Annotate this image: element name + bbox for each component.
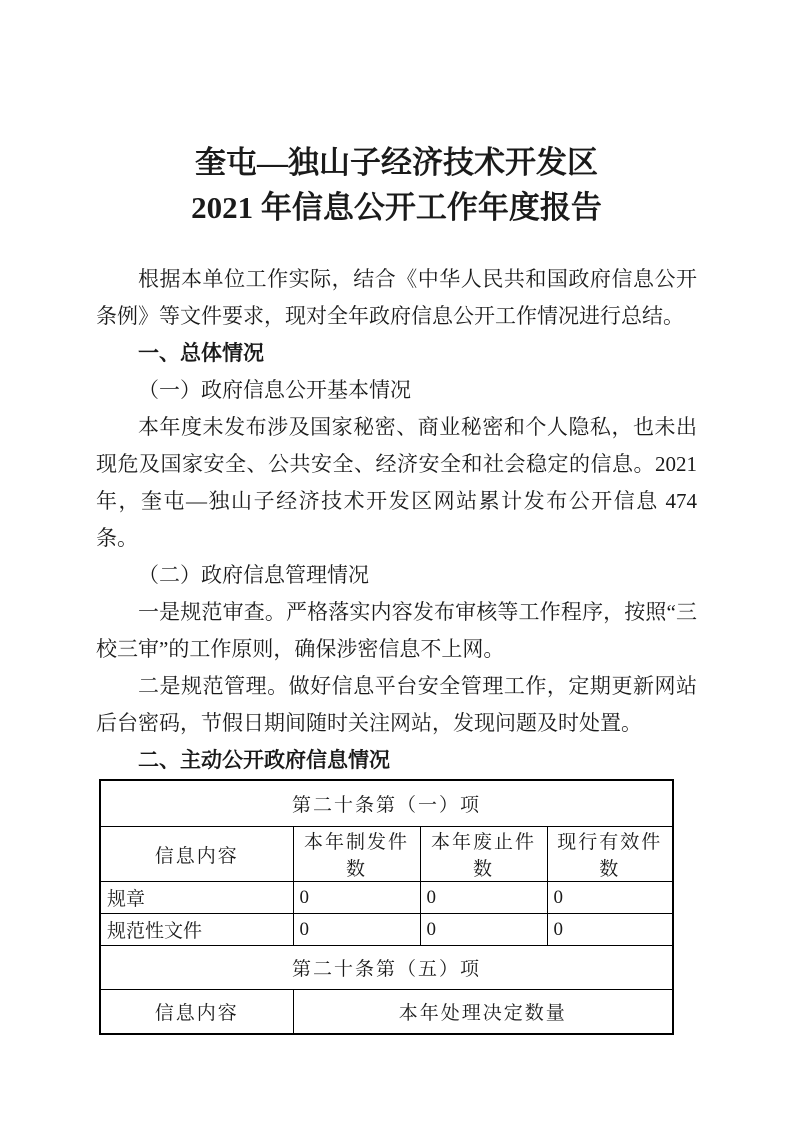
section-1-heading: 一、总体情况 [138,342,264,365]
column-header-effective-count: 现行有效件数 [547,827,673,882]
section-1-2-point-2: 二是规范管理。做好信息平台安全管理工作，定期更新网站后台密码，节假日期间随时关注网站，发现问题及时处置。 [96,674,697,735]
section-1-2-heading: （二）政府信息管理情况 [138,563,369,587]
intro-paragraph: 根据本单位工作实际，结合《中华人民共和国政府信息公开条例》等文件要求，现对全年政府信息公开工作情况进行总结。 [96,267,697,328]
table-part1-header-row [100,827,673,882]
section-1-1-text: 本年度未发布涉及国家秘密、商业秘密和个人隐私，也未出现危及国家安全、公共安全、经济安全和社会稳定的信息。2021 年，奎屯—独山子经济技术开发区网站累计发布公开信息 474 条。 [96,415,697,550]
regulations-abolished-value: 0 [420,882,547,914]
document-body [96,261,697,779]
table-part2-header-row [100,990,673,1035]
part2-header-decision-count: 本年处理决定数量 [293,990,673,1035]
title-line-2: 2021 年信息公开工作年度报告 [191,190,602,225]
disclosure-info-table [99,779,674,1035]
table-part2-title-row [100,946,673,990]
normative-issued-value: 0 [293,914,420,946]
section-1-1-heading: （一）政府信息公开基本情况 [138,378,411,402]
part2-header-info-content: 信息内容 [100,990,293,1035]
title-line-1: 奎屯—独山子经济技术开发区 [195,145,598,180]
document-title [96,140,697,230]
table-row-regulations [100,882,673,914]
table-part1-title: 第二十条第（一）项 [100,780,673,827]
column-header-info-content: 信息内容 [100,827,293,882]
column-header-issued-count: 本年制发件数 [293,827,420,882]
table-part1-title-row [100,780,673,827]
regulations-issued-value: 0 [293,882,420,914]
table-row-normative-documents [100,914,673,946]
regulations-effective-value: 0 [547,882,673,914]
section-2-heading: 二、主动公开政府信息情况 [138,749,390,772]
normative-abolished-value: 0 [420,914,547,946]
column-header-abolished-count: 本年废止件数 [420,827,547,882]
table-part2-title: 第二十条第（五）项 [100,946,673,990]
normative-effective-value: 0 [547,914,673,946]
row-label-normative-documents: 规范性文件 [100,914,293,946]
row-label-regulations: 规章 [100,882,293,914]
section-1-2-point-1: 一是规范审查。严格落实内容发布审核等工作程序，按照“三校三审”的工作原则，确保涉密信息不上网。 [96,600,697,661]
